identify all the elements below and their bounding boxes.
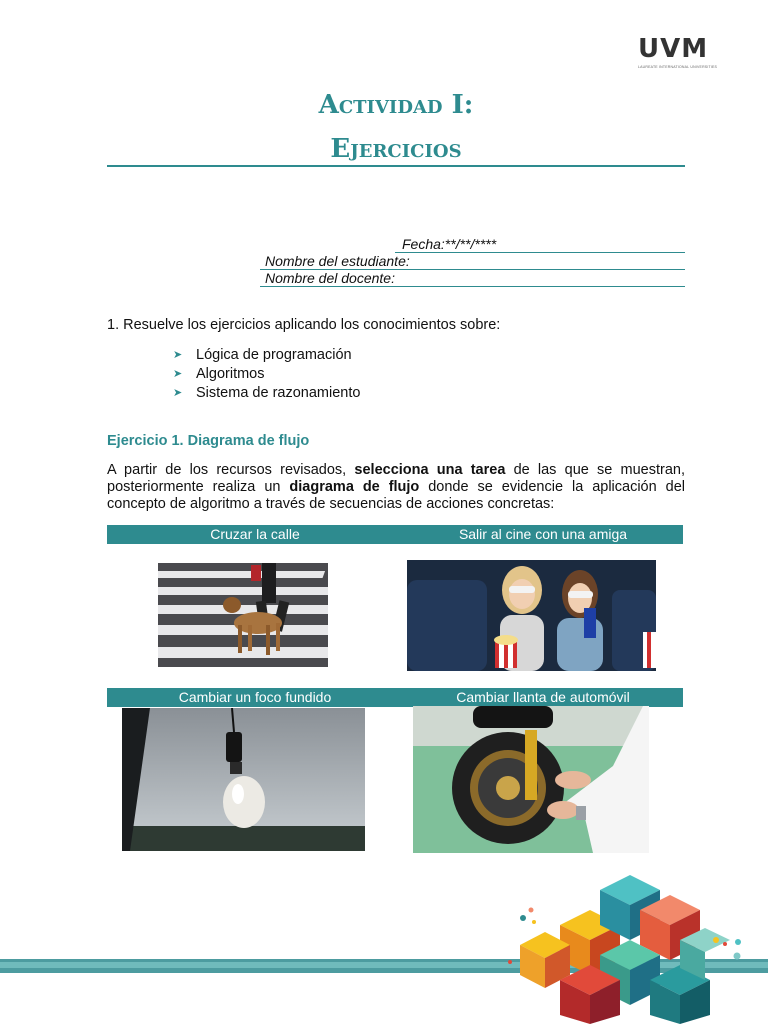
footer-decoration	[0, 870, 768, 1024]
list-item	[173, 346, 360, 365]
cube-cluster-icon	[520, 875, 730, 1024]
list-item-label: Lógica de programación	[196, 347, 352, 363]
instructions-text: 1. Resuelve los ejercicios aplicando los conocimientos sobre:	[107, 317, 501, 333]
arrow-bullet-icon: ➤	[173, 349, 183, 361]
task-header-cruzar-calle: Cruzar la calle	[107, 525, 403, 544]
task-header-foco: Cambiar un foco fundido	[107, 688, 403, 707]
teacher-name-field: Nombre del docente:	[260, 270, 685, 287]
list-item	[173, 384, 360, 403]
page-subtitle: Ejercicios	[330, 134, 462, 164]
cinema-friends-image	[407, 560, 656, 671]
uvm-logo	[638, 36, 720, 72]
student-name-field: Nombre del estudiante:	[260, 253, 685, 270]
light-bulb-image	[122, 708, 365, 851]
topics-list	[173, 346, 360, 403]
task-header-llanta: Cambiar llanta de automóvil	[403, 688, 683, 707]
arrow-bullet-icon: ➤	[173, 387, 183, 399]
task-header-cine: Salir al cine con una amiga	[403, 525, 683, 544]
list-item	[173, 365, 360, 384]
title-divider	[107, 165, 685, 167]
logo-tagline: LAUREATE INTERNATIONAL UNIVERSITIES	[638, 65, 718, 69]
list-item-label: Algoritmos	[196, 366, 265, 382]
exercise-description: A partir de los recursos revisados, selecciona una tarea de las que se muestran, posteriormente realiza un diagrama de flujo donde se evidencie la aplicación del concepto de algoritmo a través de secuencias de acciones concretas:	[107, 462, 685, 512]
arrow-bullet-icon: ➤	[173, 368, 183, 380]
page-title: Actividad I:	[318, 90, 474, 120]
date-field: Fecha:**/**/****	[395, 236, 685, 253]
exercise-title: Ejercicio 1. Diagrama de flujo	[107, 433, 310, 449]
list-item-label: Sistema de razonamiento	[196, 385, 361, 401]
crosswalk-dog-image	[158, 563, 328, 667]
tire-change-image	[413, 706, 649, 853]
logo-name: UVM	[638, 34, 709, 64]
